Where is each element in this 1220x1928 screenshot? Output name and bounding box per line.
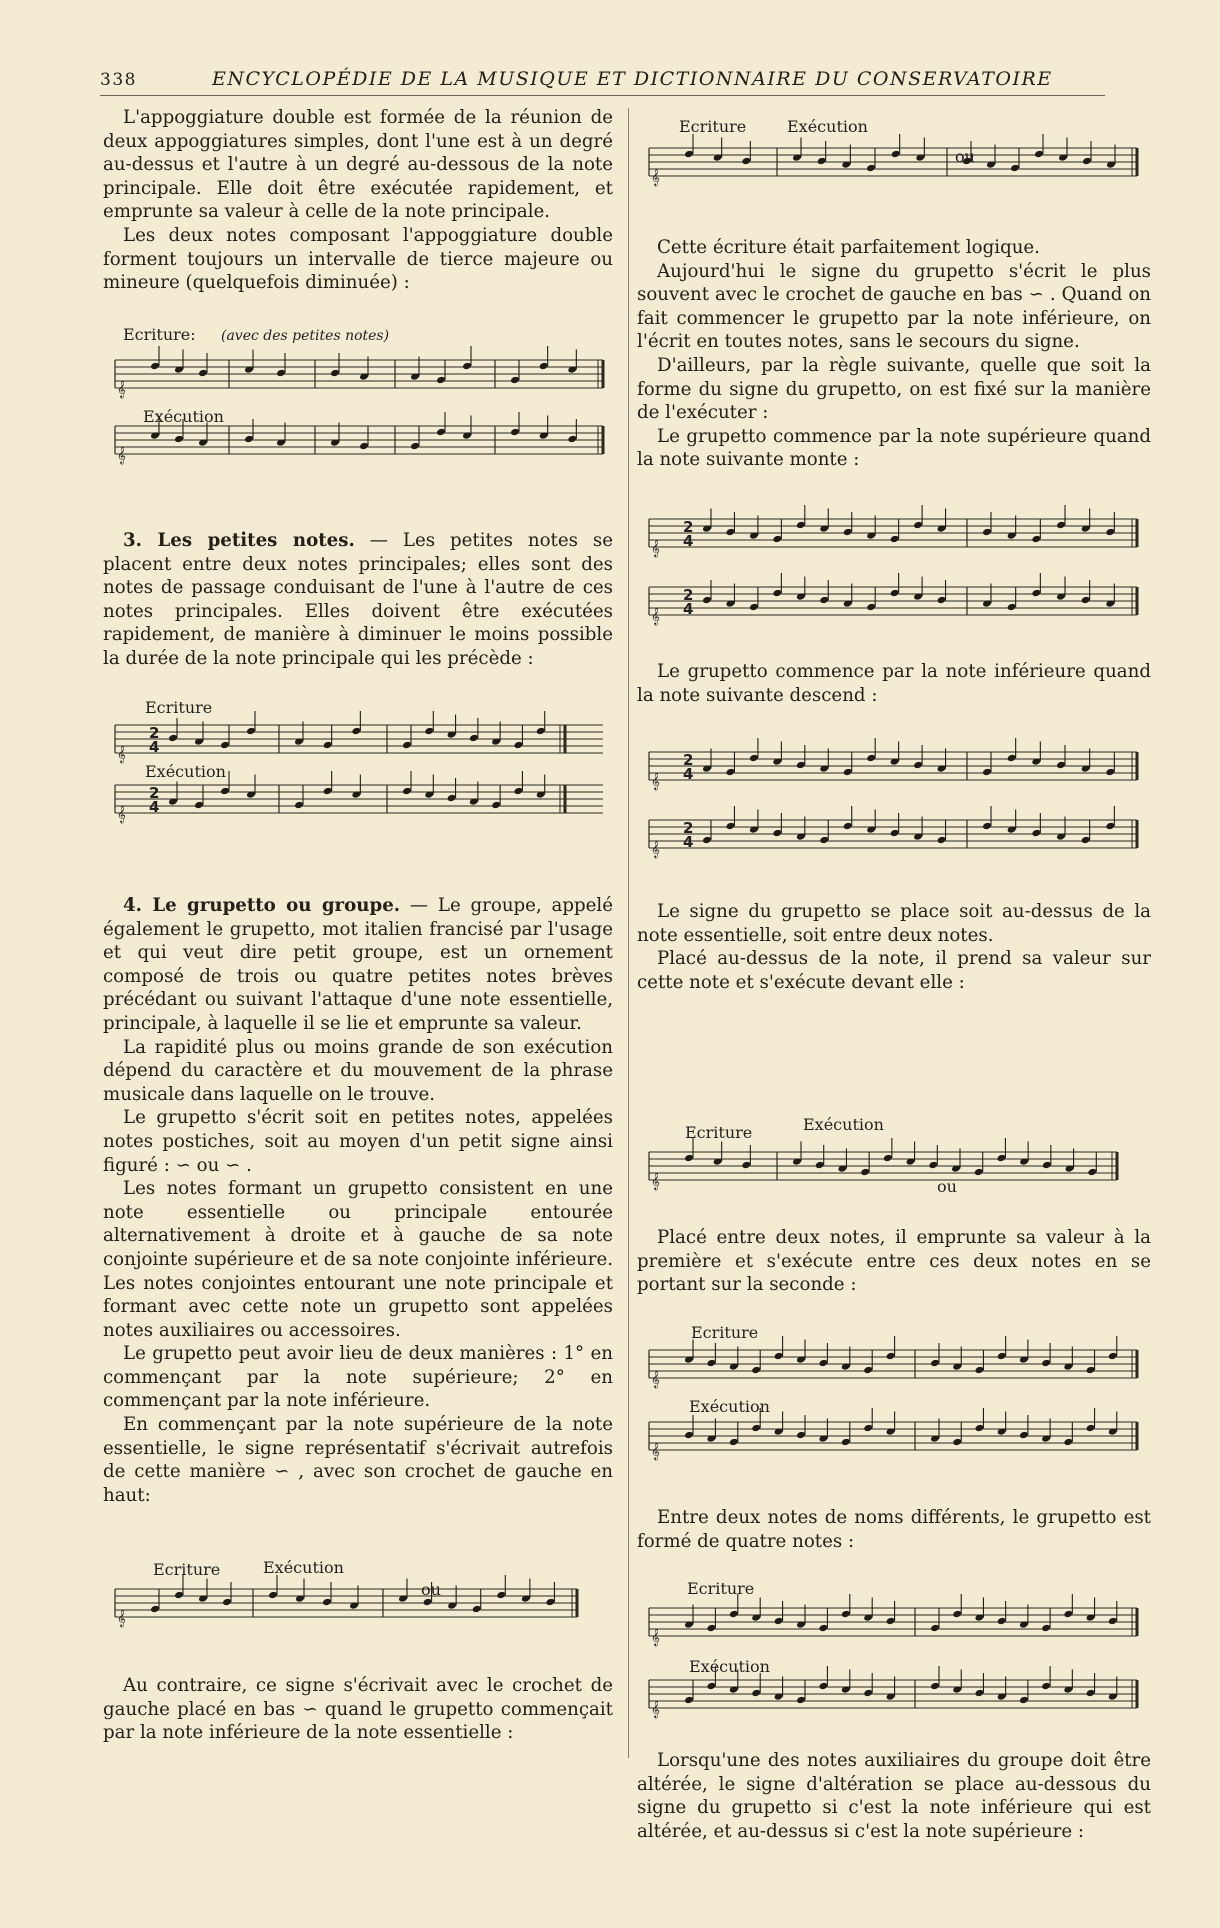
music-example-descend: [637, 724, 1151, 874]
section-4-block: [103, 894, 613, 1507]
time-signature-numerator: 2: [683, 751, 694, 769]
treble-clef-icon: 𝄞: [651, 1370, 660, 1388]
staff-6-upper: [649, 738, 1137, 790]
column-rule: [628, 108, 629, 1758]
treble-clef-icon: 𝄞: [651, 1442, 660, 1460]
staff-upper: [115, 346, 603, 398]
music-example-grupetto-inferieur: [637, 118, 1151, 228]
time-signature-denominator: 4: [149, 738, 160, 756]
treble-clef-icon: 𝄞: [117, 380, 126, 398]
section-4-title: 4. Le grupetto ou groupe.: [123, 895, 401, 916]
treble-clef-icon: 𝄞: [651, 1700, 660, 1718]
staff-5-lower: [649, 573, 1137, 625]
staff-8-upper: [649, 1336, 1137, 1388]
staff-9-upper: [649, 1594, 1137, 1646]
time-signature-denominator: 4: [683, 833, 694, 851]
staff-5-upper: [649, 505, 1137, 557]
music-example-appoggiature-double: [103, 326, 613, 476]
label-execution-2: Exécution: [145, 762, 226, 781]
paragraph-signe-place: Le signe du grupetto se place soit au-dessus de la note essentielle, soit entre deux notes.: [637, 901, 1151, 946]
label-ecriture-8: Ecriture: [691, 1323, 759, 1342]
running-header: [100, 64, 1105, 94]
treble-clef-icon: 𝄞: [651, 840, 660, 858]
time-signature-numerator: 2: [683, 586, 694, 604]
music-example-quatre-notes: [637, 1574, 1151, 1744]
treble-clef-icon: 𝄞: [117, 745, 126, 763]
right-text-block-3: [637, 900, 1151, 994]
paragraph-monte: Le grupetto commence par la note supérieure quand la note suivante monte :: [637, 425, 1151, 471]
label-ecriture-9: Ecriture: [687, 1579, 755, 1598]
treble-clef-icon: 𝄞: [651, 607, 660, 625]
label-ecriture: Ecriture:: [123, 325, 196, 344]
paragraph-dailleurs: D'ailleurs, par la règle suivante, quelle que soit la forme du signe du grupetto, on est fixé sur la manière de l'exécuter :: [637, 354, 1151, 424]
music-example-au-dessus: [637, 1116, 1151, 1226]
treble-clef-icon: 𝄞: [651, 772, 660, 790]
paragraph-quatre-notes: Entre deux notes de noms différents, le grupetto est formé de quatre notes :: [637, 1507, 1151, 1552]
label-execution-3: Exécution: [263, 1558, 344, 1577]
left-last-block: [103, 1674, 613, 1745]
right-text-block-5: [637, 1506, 1151, 1553]
label-ecriture-3: Ecriture: [153, 1560, 221, 1579]
label-execution: Exécution: [143, 407, 224, 426]
treble-clef-icon: 𝄞: [117, 805, 126, 823]
paragraph-entre-deux: Placé entre deux notes, il emprunte sa valeur à la première et s'exécute entre ces deux notes en se portant sur la seconde :: [637, 1227, 1151, 1296]
music-example-petites-notes: [103, 699, 613, 839]
label-execution-9: Exécution: [689, 1657, 770, 1676]
label-execution-8: Exécution: [689, 1397, 770, 1416]
label-ecriture-2: Ecriture: [145, 698, 213, 717]
paragraph-descend: Le grupetto commence par la note inférieure quand la note suivante descend :: [637, 661, 1151, 706]
treble-clef-icon: 𝄞: [117, 1609, 126, 1627]
treble-clef-icon: 𝄞: [651, 1172, 660, 1190]
paragraph-crochet-en-bas: Au contraire, ce signe s'écrivait avec le crochet de gauche placé en bas ∽ quand le grupetto commençait par la note inférieure de la note essentielle :: [103, 1675, 613, 1744]
time-signature-denominator: 4: [683, 600, 694, 618]
treble-clef-icon: 𝄞: [651, 168, 660, 186]
section-4-text-4: Les notes formant un grupetto consistent en une note essentielle ou principale entourée alternativement à droite et à gauche de sa note conjointe supérieure et de sa note conjointe inférieure. Les notes conjointes entourant une note principale et formant avec cette note un grupetto sont appelées notes auxiliaires ou accessoires.: [103, 1178, 613, 1341]
label-ou-4: ou: [955, 147, 975, 166]
treble-clef-icon: 𝄞: [117, 446, 126, 464]
staff-4: [649, 134, 1137, 186]
label-execution-7: Exécution: [803, 1115, 884, 1134]
time-signature-denominator: 4: [683, 765, 694, 783]
right-text-block-2: [637, 660, 1151, 707]
section-4-text-3: Le grupetto s'écrit soit en petites notes, appelées notes postiches, soit au moyen d'un petit signe ainsi figuré : ∽ ou ∽ .: [103, 1107, 613, 1176]
time-signature-denominator: 4: [149, 798, 160, 816]
time-signature-numerator: 2: [683, 819, 694, 837]
label-execution-4: Exécution: [787, 117, 868, 136]
time-signature-denominator: 4: [683, 532, 694, 550]
paragraph-logique: Cette écriture était parfaitement logique.: [657, 237, 1040, 258]
paragraph-deux-notes: Les deux notes composant l'appoggiature double forment toujours un intervalle de tierce majeure ou mineure (quelquefois diminuée) :: [103, 224, 613, 294]
paragraph-appoggiature-double: L'appoggiature double est formée de la réunion de deux appoggiatures simples, dont l'une est à un degré au-dessus et l'autre à un degré au-dessous de la note principale. Elle doit être exécutée rapidement, et emprunte sa valeur à celle de la note principale.: [103, 107, 613, 223]
treble-clef-icon: 𝄞: [651, 1628, 660, 1646]
treble-clef-icon: 𝄞: [651, 539, 660, 557]
section-4-text-6: En commençant par la note supérieure de la note essentielle, le signe représentatif s'écrivait autrefois de cette manière ∽ , avec son crochet de gauche en haut:: [103, 1414, 613, 1506]
section-3-block: [103, 529, 613, 671]
section-3-title: 3. Les petites notes.: [123, 530, 355, 551]
music-example-monte: [637, 489, 1151, 639]
time-signature-numerator: 2: [149, 724, 160, 742]
staff-7: [649, 1138, 1117, 1190]
paragraph-alteration: Lorsqu'une des notes auxiliaires du groupe doit être altérée, le signe d'altération se place au-dessous du signe du grupetto si c'est la note inférieure qui est altérée, et au-dessus si c'est la note supérieure :: [637, 1750, 1151, 1842]
section-4-text-5: Le grupetto peut avoir lieu de deux manières : 1° en commençant par la note supérieure; 2° en commençant par la note inférieure.: [103, 1343, 613, 1412]
right-text-block-4: [637, 1226, 1151, 1297]
label-ou-7: ou: [937, 1177, 957, 1196]
section-4-text-2: La rapidité plus ou moins grande de son exécution dépend du caractère et du mouvement de la phrase musicale dans laquelle on le trouve.: [103, 1036, 613, 1105]
paragraph-aujourdhui: Aujourd'hui le signe du grupetto s'écrit le plus souvent avec le crochet de gauche en bas ∽ . Quand on fait commencer le grupetto par la note inférieure, on l'écrit en toutes notes, sans le secours du signe.: [637, 260, 1151, 353]
running-title: ENCYCLOPÉDIE DE LA MUSIQUE ET DICTIONNAIRE DU CONSERVATOIRE: [212, 68, 1053, 90]
header-rule: [100, 95, 1105, 96]
page-number: 338: [100, 70, 137, 90]
section-4-text-1: — Le groupe, appelé également le grupetto, mot italien francisé par l'usage et qui veut dire petit groupe, est un ornement composé de trois ou quatre petites notes brèves précédant ou suivant l'attaque d'une note essentielle, principale, à laquelle il se lie et emprunte sa valeur.: [103, 895, 613, 1034]
time-signature-numerator: 2: [683, 518, 694, 536]
label-ou-3: ou: [421, 1580, 441, 1599]
staff-upper-2: [115, 711, 603, 763]
right-text-block-1: [637, 236, 1151, 472]
section-3-text: — Les petites notes se placent entre deux notes principales; elles sont des notes de passage conduisant de l'une à l'autre de ces notes principales. Elles doivent être exécutées rapidement, de manière à diminuer le moins possible la durée de la note principale qui les précède :: [103, 530, 613, 669]
label-avec-petites-notes: (avec des petites notes): [221, 328, 390, 344]
paragraph-au-dessus: Placé au-dessus de la note, il prend sa valeur sur cette note et s'exécute devant elle :: [637, 948, 1151, 993]
left-text-block-1: [103, 106, 613, 295]
label-ecriture-7: Ecriture: [685, 1123, 753, 1142]
time-signature-numerator: 2: [149, 784, 160, 802]
staff-3: [115, 1575, 577, 1627]
music-example-entre-deux: [637, 1314, 1151, 1484]
music-example-grupetto-ancien: [103, 1559, 613, 1669]
right-text-block-6: [637, 1749, 1151, 1843]
label-ecriture-4: Ecriture: [679, 117, 747, 136]
staff-6-lower: [649, 806, 1137, 858]
